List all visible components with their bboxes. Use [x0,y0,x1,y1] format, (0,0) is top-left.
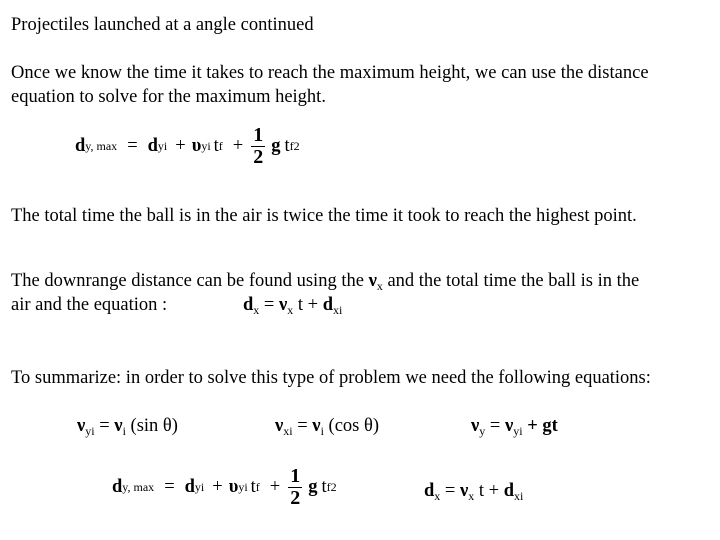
downrange-line-1 [11,272,639,292]
dx-nu: ν [278,295,288,315]
vxi-nu2: ν [312,416,321,436]
dx-nu-sub: x [287,303,294,317]
eq2-t3-sup: 2 [330,480,337,494]
downrange-text-a: The downrange distance can be found using the [11,271,364,291]
dx-d-sub: x [253,303,260,317]
eq-plus-1: + [175,135,186,156]
vyi-rest: (sin θ) [130,416,178,436]
vyi-equals: = [99,416,110,436]
vyi-nu2-sub: i [122,424,126,438]
eq2-t1-sub: yi [194,480,205,494]
eq-t3-tsub: f [289,139,294,153]
eq-frac-num: 1 [253,123,264,146]
vy-equals: = [489,416,501,436]
total-time-text: The total time the ball is in the air is twice the time it took to reach the highest point. [11,206,637,226]
intro-line-1: Once we know the time it takes to reach the maximum height, we can use the distance [11,63,649,83]
dx-d: d [243,295,254,315]
dx-equation-inline [243,296,342,316]
eq2-frac-den: 2 [290,486,301,509]
vyi-equation [77,417,178,437]
vxi-equation [275,417,379,437]
eq2-lhs-sub: y, max [122,480,155,494]
vxi-nu2-sub: i [320,424,324,438]
eq2-equals: = [164,476,175,497]
eq-plus-2: + [232,135,244,156]
dx2-d: d [424,481,435,501]
eq2-t3-g: g [308,476,318,497]
eq2-plus-2: + [269,476,281,497]
eq-t3-t: t [284,135,290,156]
eq2-t2-t: t [250,476,256,497]
eq2-t1-d: d [184,476,195,497]
max-height-equation-summary [112,464,337,510]
dx2-nu-sub: x [468,489,475,503]
eq-t2-sub: yi [201,139,211,153]
dx-d2-sub: xi [333,303,343,317]
dx-equals: = [263,295,275,315]
eq-t2-v: υ [191,135,202,156]
dx2-d2-sub: xi [514,489,524,503]
eq-t1-sub: yi [157,139,168,153]
dx2-d2: d [503,481,514,501]
vy-nu-sub: y [479,424,486,438]
eq-fraction [251,125,265,168]
eq2-lhs-d: d [112,476,123,497]
vy-rest: + gt [527,416,558,436]
eq-t2-t: t [213,135,219,156]
vxi-nu: ν [275,416,284,436]
vy-nu: ν [471,416,480,436]
dx2-plus: + [488,481,500,501]
downrange-text-b: and the total time the ball is in the [387,271,640,291]
eq-frac-den: 2 [253,145,264,168]
vy-nu2-sub: yi [513,424,523,438]
eq-lhs-d: d [75,135,86,156]
dx-t: t [297,295,304,315]
downrange-nu: ν [368,271,377,291]
dx2-equals: = [444,481,456,501]
eq2-t2-tsub: f [255,480,260,494]
eq2-t3-t: t [321,476,327,497]
vyi-nu2: ν [114,416,123,436]
vy-nu2: ν [504,416,514,436]
page-title: Projectiles launched at a angle continued [11,15,314,35]
eq-t1-d: d [147,135,158,156]
eq-lhs-sub: y, max [85,139,118,153]
dx-d2: d [322,295,333,315]
vxi-rest: (cos θ) [328,416,379,436]
summary-text: To summarize: in order to solve this type of problem we need the following equations: [11,368,651,388]
eq-equals: = [127,135,138,156]
intro-line-2: equation to solve for the maximum height. [11,87,326,107]
vxi-nu-sub: xi [283,424,293,438]
vyi-nu-sub: yi [85,424,95,438]
vxi-equals: = [297,416,308,436]
eq2-frac-num: 1 [290,464,301,487]
dx2-t: t [478,481,485,501]
eq-t3-sup: 2 [293,139,300,153]
eq2-plus-1: + [212,476,223,497]
dx-plus: + [307,295,319,315]
eq-t3-g: g [271,135,281,156]
downrange-line-2: air and the equation : [11,295,168,315]
eq2-t3-tsub: f [326,480,331,494]
eq-t2-tsub: f [218,139,223,153]
eq2-fraction [288,466,302,509]
max-height-equation [75,123,300,169]
vyi-nu: ν [77,416,86,436]
downrange-nu-sub: x [376,279,383,293]
eq2-t2-v: υ [228,476,239,497]
dx2-nu: ν [459,481,469,501]
vy-equation [471,417,558,437]
dx2-d-sub: x [434,489,441,503]
dx-equation-summary [424,482,523,502]
eq2-t2-sub: yi [238,480,248,494]
